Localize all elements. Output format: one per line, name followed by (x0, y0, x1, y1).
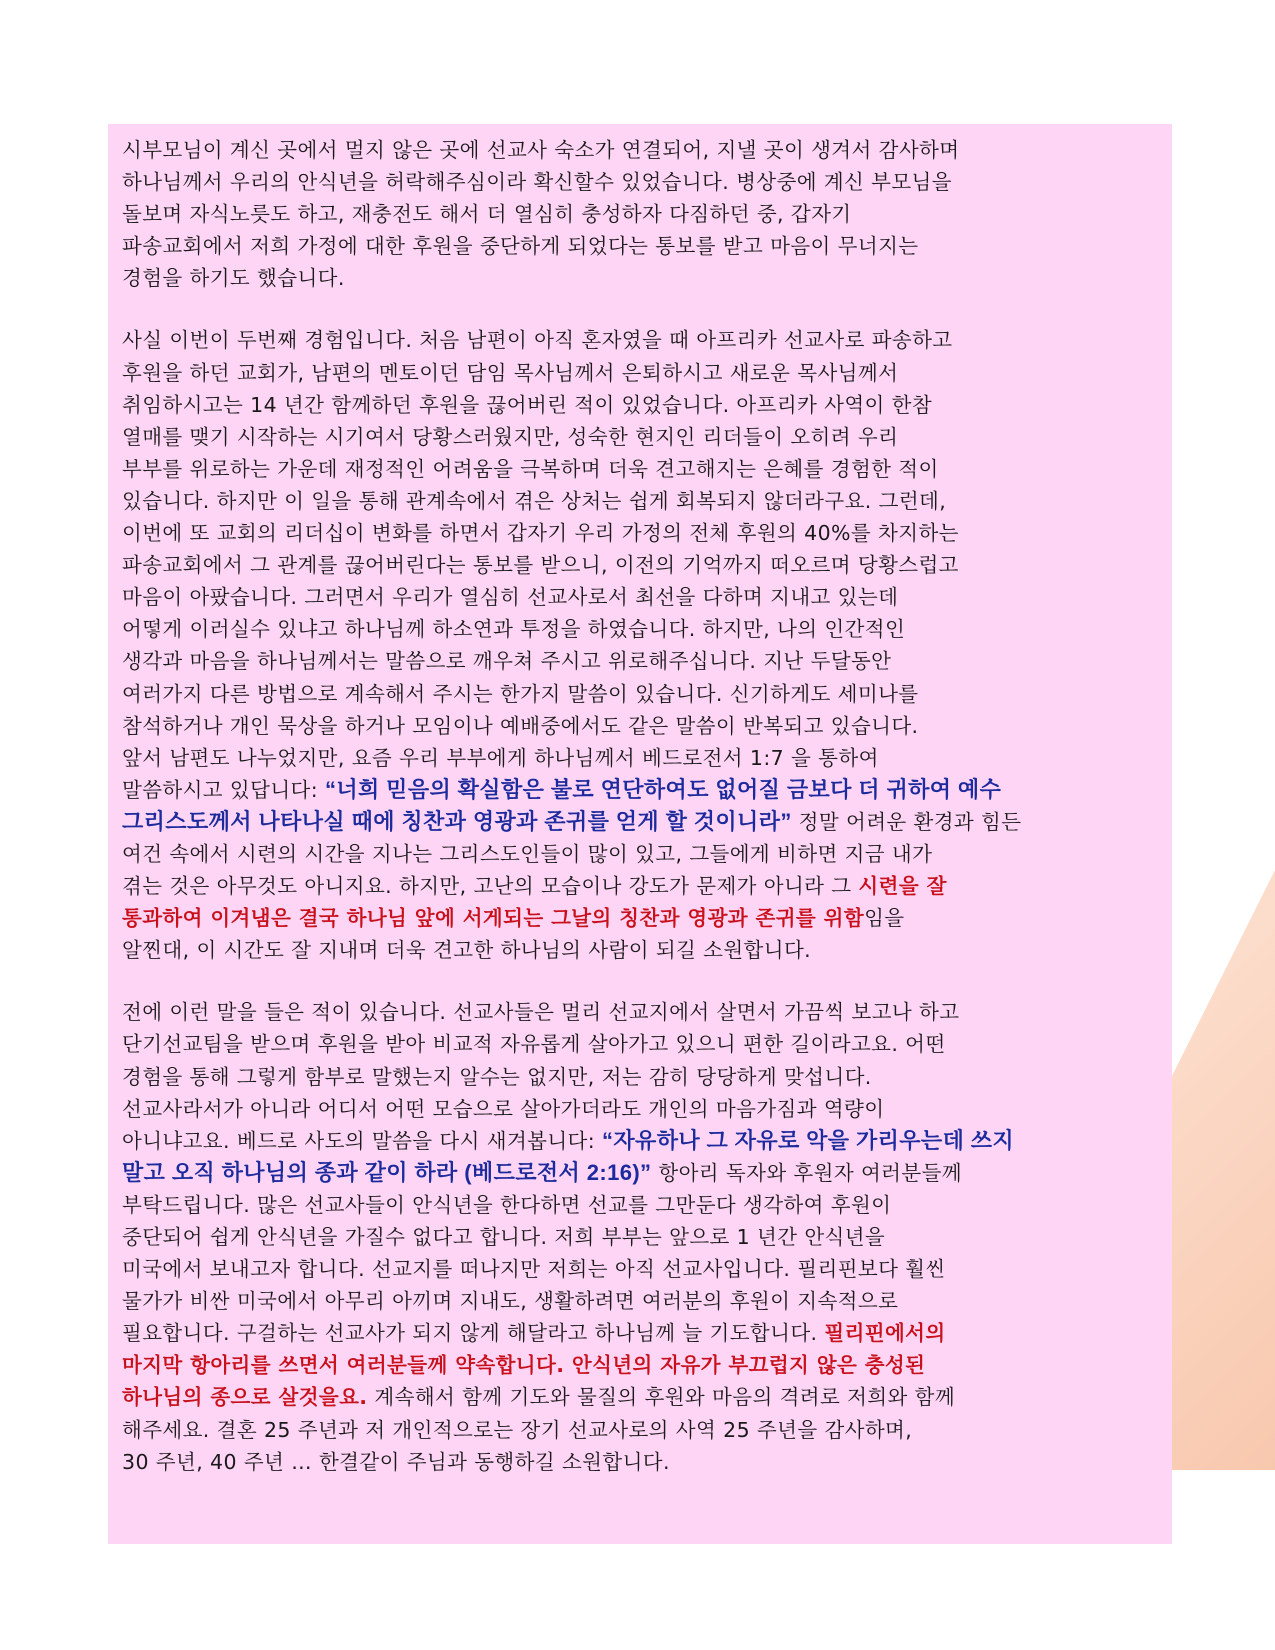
text-segment: 단기선교팀을 받으며 후원을 받아 비교적 자유롭게 살아가고 있으니 편한 길이라고요. 어떤 (122, 1032, 946, 1057)
text-line (122, 485, 1156, 517)
paragraph (122, 134, 1156, 294)
text-segment: 취임하시고는 14 년간 함께하던 후원을 끊어버린 적이 있었습니다. 아프리카 사역이 한참 (122, 392, 933, 417)
text-segment: 파송교회에서 저희 가정에 대한 후원을 중단하게 되었다는 통보를 받고 마음이 무너지는 (122, 234, 919, 259)
text-line (122, 324, 1156, 356)
emphasis-text: 마지막 항아리를 쓰면서 여러분들께 약속합니다. 안식년의 자유가 부끄럽지 않은 충성된 (122, 1353, 926, 1378)
text-line (122, 262, 1156, 294)
paragraph (122, 996, 1156, 1477)
text-segment: 열매를 맺기 시작하는 시기여서 당황스러웠지만, 성숙한 현지인 리더들이 오히려 우리 (122, 424, 899, 449)
text-line (122, 1381, 1156, 1413)
letter-panel (108, 124, 1172, 1544)
text-line (122, 581, 1156, 613)
text-line (122, 134, 1156, 166)
text-line (122, 742, 1156, 774)
text-segment: 계속해서 함께 기도와 물질의 후원와 마음의 격려로 저희와 함께 (367, 1385, 956, 1410)
text-line (122, 1414, 1156, 1446)
text-line (122, 549, 1156, 581)
text-segment: 해주세요. 결혼 25 주년과 저 개인적으로는 장기 선교사로의 사역 25 주년을 감사하며, (122, 1417, 913, 1442)
paragraph (122, 324, 1156, 966)
text-segment: 필요합니다. 구걸하는 선교사가 되지 않게 해달라고 하나님께 늘 기도합니다. (122, 1321, 825, 1346)
text-line (122, 645, 1156, 677)
emphasis-text: 통과하여 이겨냄은 결국 하나님 앞에 서게되는 그날의 칭찬과 영광과 존귀를 위함 (122, 906, 865, 931)
text-segment: 여건 속에서 시련의 시간을 지나는 그리스도인들이 많이 있고, 그들에게 비하면 지금 내가 (122, 841, 933, 866)
emphasis-text: 시련을 잘 (858, 874, 947, 899)
text-segment: 아니냐고요. 베드로 사도의 말씀을 다시 새겨봅니다: (122, 1128, 602, 1153)
text-segment: 알찐대, 이 시간도 잘 지내며 더욱 견고한 하나님의 사람이 되길 소원합니다. (122, 938, 812, 963)
text-line (122, 453, 1156, 485)
text-line (122, 1349, 1156, 1381)
text-line (122, 1253, 1156, 1285)
text-line (122, 198, 1156, 230)
text-line (122, 1285, 1156, 1317)
text-line (122, 678, 1156, 710)
emphasis-text: 하나님의 종으로 살것을요. (122, 1385, 368, 1410)
text-line (122, 710, 1156, 742)
text-segment: 항아리 독자와 후원자 여러분들께 (651, 1160, 962, 1185)
text-line (122, 838, 1156, 870)
text-line (122, 934, 1156, 966)
text-line (122, 517, 1156, 549)
text-line (122, 1221, 1156, 1253)
text-segment: 파송교회에서 그 관계를 끊어버린다는 통보를 받으니, 이전의 기억까지 떠오르며 당황스럽고 (122, 553, 959, 578)
text-segment: 겪는 것은 아무것도 아니지요. 하지만, 고난의 모습이나 강도가 문제가 아니라 그 (122, 874, 859, 899)
text-segment: 사실 이번이 두번째 경험입니다. 처음 남편이 아직 혼자였을 때 아프리카 선교사로 파송하고 (122, 328, 953, 353)
text-segment: 생각과 마음을 하나님께서는 말씀으로 깨우쳐 주시고 위로해주십니다. 지난 두달동안 (122, 649, 892, 674)
text-line (122, 357, 1156, 389)
text-line (122, 421, 1156, 453)
text-line (122, 166, 1156, 198)
text-segment: 하나님께서 우리의 안식년을 허락해주심이라 확신할수 있었습니다. 병상중에 계신 부모님을 (122, 170, 952, 195)
text-segment: 마음이 아팠습니다. 그러면서 우리가 열심히 선교사로서 최선을 다하며 지내고 있는데 (122, 585, 899, 610)
text-line (122, 1157, 1156, 1189)
text-line (122, 902, 1156, 934)
text-segment: 선교사라서가 아니라 어디서 어떤 모습으로 살아가더라도 개인의 마음가짐과 역량이 (122, 1096, 885, 1121)
text-segment: 이번에 또 교회의 리더십이 변화를 하면서 갑자기 우리 가정의 전체 후원의 40%를 차지하는 (122, 521, 959, 546)
letter-body (122, 134, 1156, 1478)
text-line (122, 389, 1156, 421)
text-segment: 말씀하시고 있답니다: (122, 777, 325, 802)
text-line (122, 996, 1156, 1028)
text-segment: 물가가 비싼 미국에서 아무리 아끼며 지내도, 생활하려면 여러분의 후원이 지속적으로 (122, 1289, 899, 1314)
text-line (122, 1061, 1156, 1093)
text-line (122, 1093, 1156, 1125)
text-line (122, 806, 1156, 838)
text-segment: 부부를 위로하는 가운데 재정적인 어려움을 극복하며 더욱 견고해지는 은혜를 경험한 적이 (122, 456, 939, 481)
text-segment: 정말 어려운 환경과 힘든 (791, 809, 1022, 834)
text-line (122, 613, 1156, 645)
text-segment: 시부모님이 계신 곳에서 멀지 않은 곳에 선교사 숙소가 연결되어, 지낼 곳이 생겨서 감사하며 (122, 138, 960, 162)
text-segment: 여러가지 다른 방법으로 계속해서 주시는 한가지 말씀이 있습니다. 신기하게도 세미나를 (122, 681, 919, 706)
text-line (122, 230, 1156, 262)
text-line (122, 870, 1156, 902)
text-segment: 돌보며 자식노릇도 하고, 재충전도 해서 더 열심히 충성하자 다짐하던 중, 갑자기 (122, 202, 852, 227)
text-segment: 있습니다. 하지만 이 일을 통해 관계속에서 겪은 상처는 쉽게 회복되지 않더라구요. 그런데, (122, 488, 947, 513)
text-segment: 어떻게 이러실수 있냐고 하나님께 하소연과 투정을 하였습니다. 하지만, 나의 인간적인 (122, 617, 906, 642)
text-segment: 중단되어 쉽게 안식년을 가질수 없다고 합니다. 저희 부부는 앞으로 1 년간 안식년을 (122, 1225, 886, 1249)
text-segment: 경험을 통해 그렇게 함부로 말했는지 알수는 없지만, 저는 감히 당당하게 맞섭니다. (122, 1064, 872, 1089)
scripture-quote: 말고 오직 하나님의 종과 같이 하라 (베드로전서 2:16)” (122, 1159, 652, 1185)
text-line (122, 1125, 1156, 1157)
text-segment: 30 주년, 40 주년 … 한결같이 주님과 동행하길 소원합니다. (122, 1449, 670, 1474)
text-segment: 앞서 남편도 나누었지만, 요즘 우리 부부에게 하나님께서 베드로전서 1:7 을 통하여 (122, 745, 879, 770)
text-segment: 미국에서 보내고자 합니다. 선교지를 떠나지만 저희는 아직 선교사입니다. 필리핀보다 훨씬 (122, 1257, 946, 1282)
scripture-quote: 그리스도께서 나타나실 때에 칭찬과 영광과 존귀를 얻게 할 것이니라” (122, 808, 792, 834)
text-line (122, 1189, 1156, 1221)
text-segment: 전에 이런 말을 들은 적이 있습니다. 선교사들은 멀리 선교지에서 살면서 가끔씩 보고나 하고 (122, 1000, 960, 1025)
text-segment: 참석하거나 개인 묵상을 하거나 모임이나 예배중에서도 같은 말씀이 반복되고 있습니다. (122, 713, 919, 738)
scripture-quote: “자유하나 그 자유로 악을 가리우는데 쓰지 (601, 1127, 1015, 1153)
text-segment: 경험을 하기도 했습니다. (122, 266, 345, 291)
text-line (122, 1028, 1156, 1060)
text-line (122, 1446, 1156, 1478)
text-line (122, 1317, 1156, 1349)
text-segment: 부탁드립니다. 많은 선교사들이 안식년을 한다하면 선교를 그만둔다 생각하여 후원이 (122, 1192, 892, 1217)
scripture-quote: “너희 믿음의 확실함은 불로 연단하여도 없어질 금보다 더 귀하여 예수 (324, 776, 1002, 802)
text-segment: 후원을 하던 교회가, 남편의 멘토이던 담임 목사님께서 은퇴하시고 새로운 목사님께서 (122, 360, 899, 385)
emphasis-text: 필리핀에서의 (824, 1321, 946, 1346)
text-segment: 임을 (864, 906, 905, 931)
text-line (122, 774, 1156, 806)
